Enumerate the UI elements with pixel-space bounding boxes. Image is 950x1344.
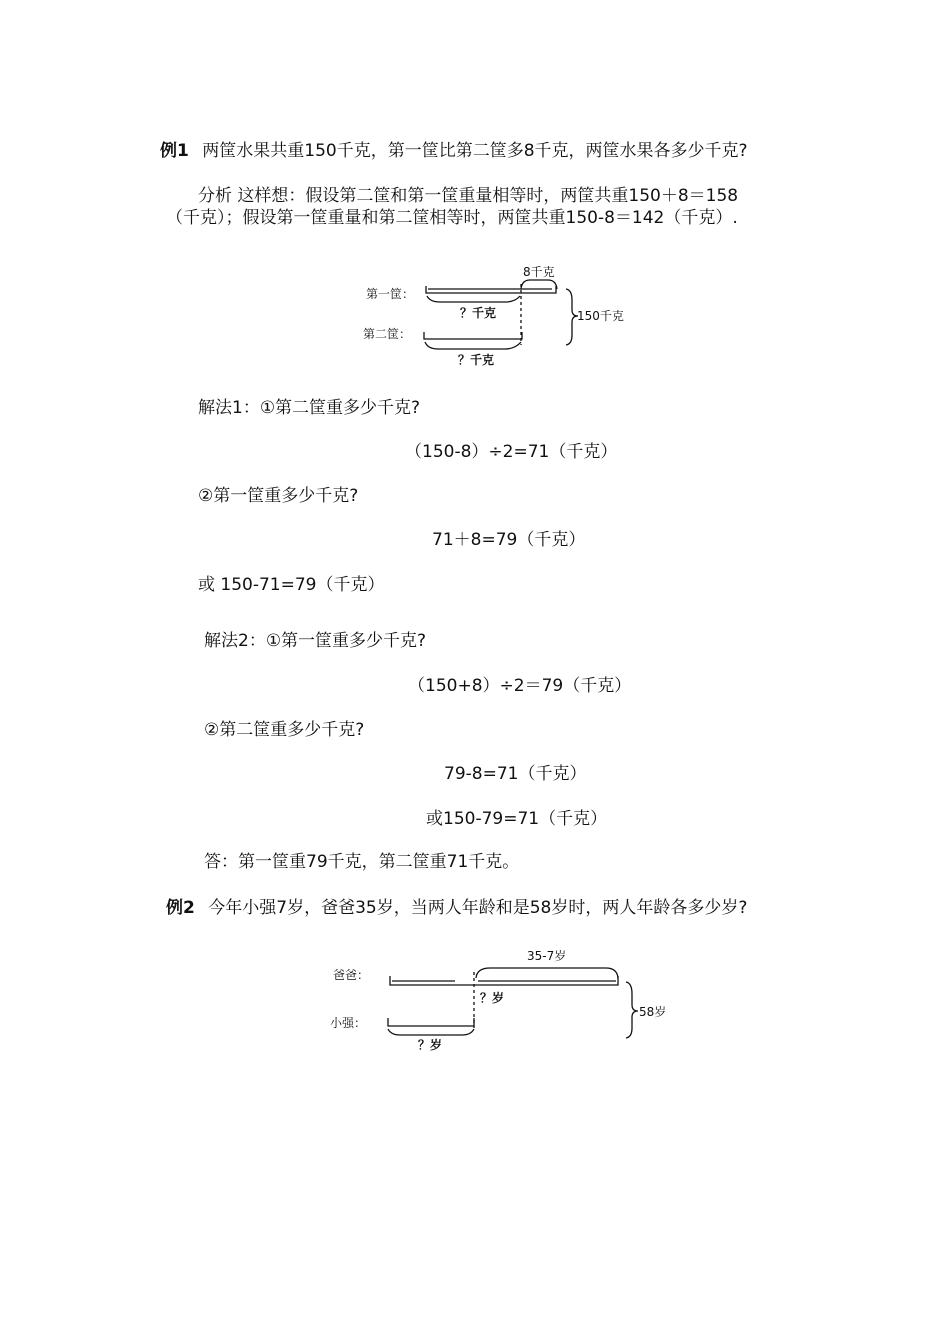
method1-alternative: 或 150-71=79（千克） bbox=[198, 575, 385, 595]
method2-alternative: 或150-79=71（千克） bbox=[426, 809, 608, 829]
method2-question2: ②第二筐重多少千克? bbox=[204, 720, 365, 740]
diagram1-first-unknown: ？千克 bbox=[460, 306, 497, 320]
diagram1-total-label: 150千克 bbox=[577, 309, 624, 323]
diagram2-dad-unknown: ？岁 bbox=[480, 991, 505, 1005]
diagram2-total-label: 58岁 bbox=[639, 1005, 667, 1019]
son-unknown-brace bbox=[388, 1029, 474, 1035]
diagram1-second-unknown: ？千克 bbox=[458, 353, 495, 367]
diagram2-label-son: 小强： bbox=[330, 1016, 367, 1030]
diagram1-label-first: 第一筐： bbox=[366, 287, 415, 301]
diagram2-diff-label: 35-7岁 bbox=[527, 949, 567, 963]
diagram2-son-unknown: ？岁 bbox=[418, 1038, 443, 1052]
method2-calc1: （150+8）÷2＝79（千克） bbox=[408, 676, 632, 696]
method1-title: 解法1：①第二筐重多少千克? bbox=[198, 398, 421, 418]
example2-question: 今年小强7岁，爸爸35岁，当两人年龄和是58岁时，两人年龄各多少岁? bbox=[208, 898, 748, 918]
method2-calc2: 79-8=71（千克） bbox=[444, 764, 587, 784]
method1-question2: ②第一筐重多少千克? bbox=[198, 486, 359, 506]
example1-label: 例1 bbox=[160, 141, 189, 161]
diagram2-label-dad: 爸爸： bbox=[333, 968, 370, 982]
method1-calc1: （150-8）÷2=71（千克） bbox=[405, 442, 618, 462]
method1-calc2: 71＋8=79（千克） bbox=[432, 530, 586, 550]
age-total-brace bbox=[626, 982, 638, 1038]
example1-answer: 答：第一筐重79千克，第二筐重71千克。 bbox=[204, 852, 520, 872]
diagram1-label-second: 第二筐： bbox=[363, 327, 412, 341]
example1-question: 两筐水果共重150千克，第一筐比第二筐多8千克，两筐水果各多少千克? bbox=[202, 141, 748, 161]
example1-analysis-line2: （千克）；假设第一筐重量和第二筐相等时，两筐共重150-8＝142（千克）. bbox=[166, 208, 738, 228]
example1-analysis-line1: 分析 这样想：假设第二筐和第一筐重量相等时，两筐共重150＋8＝158 bbox=[198, 186, 739, 206]
method2-title: 解法2：①第一筐重多少千克? bbox=[204, 631, 427, 651]
diagram1-diff-label: 8千克 bbox=[523, 265, 555, 279]
example2-label: 例2 bbox=[166, 898, 195, 918]
age-diff-brace bbox=[476, 968, 618, 978]
son-bar bbox=[388, 1018, 474, 1026]
